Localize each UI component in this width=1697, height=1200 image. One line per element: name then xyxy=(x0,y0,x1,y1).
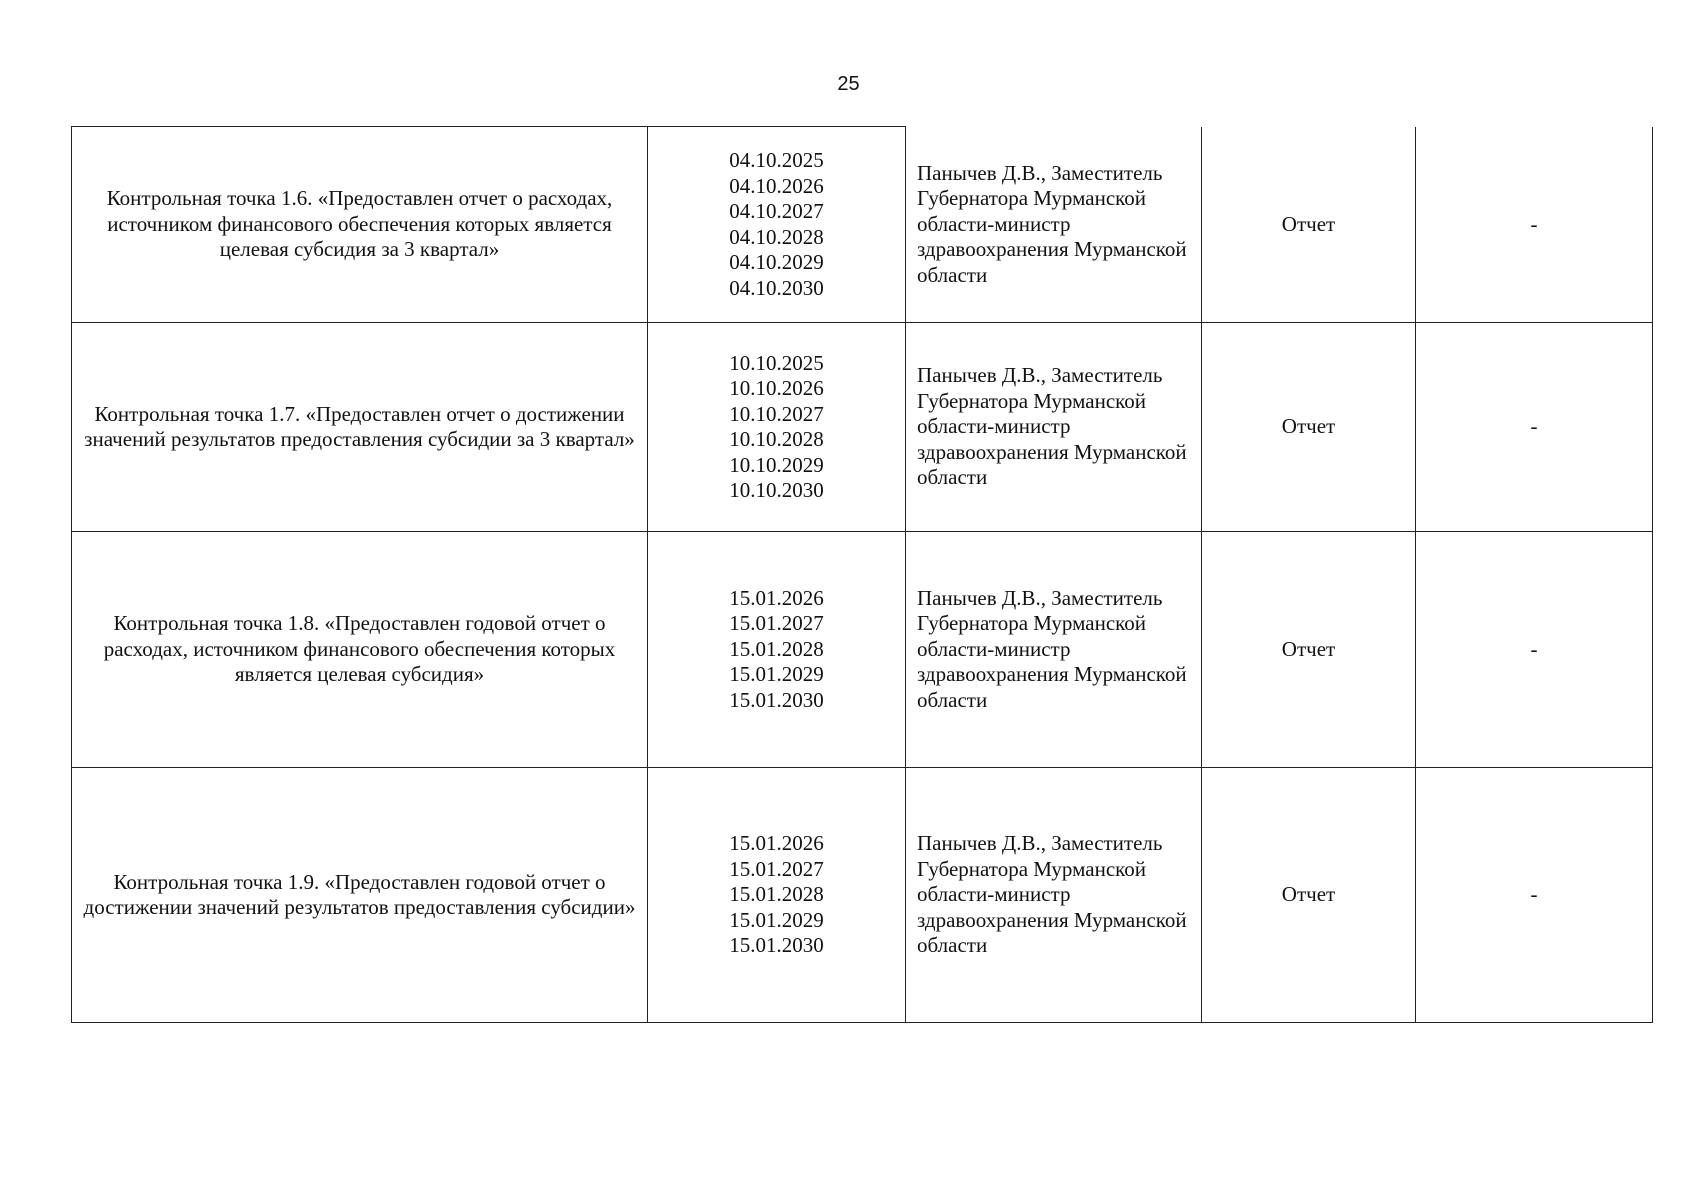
deadline-date: 10.10.2025 xyxy=(729,350,824,375)
deadline-date: 10.10.2028 xyxy=(729,427,824,451)
control-point-name: Контрольная точка 1.7. «Предоставлен отчет о достижении значений результатов предоставления субсидии за 3 квартал» xyxy=(72,323,648,532)
deadline-dates xyxy=(648,323,906,532)
deadline-date: 15.01.2028 xyxy=(729,882,824,907)
deadline-date: 04.10.2030 xyxy=(729,275,824,300)
deadline-date: 15.01.2027 xyxy=(729,856,824,881)
page-number: 25 xyxy=(837,73,860,95)
deadline-date: 04.10.2029 xyxy=(729,250,824,274)
table-row xyxy=(72,127,1653,323)
document-type: Отчет xyxy=(1202,323,1416,532)
extra-info: - xyxy=(1416,532,1653,768)
deadline-date: 04.10.2026 xyxy=(729,173,824,198)
deadline-date: 15.01.2029 xyxy=(729,907,824,932)
deadline-date: 10.10.2027 xyxy=(729,401,824,426)
deadline-date: 10.10.2030 xyxy=(729,478,824,502)
deadline-date: 15.01.2026 xyxy=(729,585,824,610)
deadline-date: 10.10.2029 xyxy=(729,452,824,477)
table-row xyxy=(72,323,1653,532)
control-point-name: Контрольная точка 1.8. «Предоставлен годовой отчет о расходах, источником финансового обеспечения которых является целевая субсидия» xyxy=(72,532,648,768)
table-row xyxy=(72,532,1653,768)
deadline-date: 15.01.2026 xyxy=(729,831,824,856)
document-type: Отчет xyxy=(1202,768,1416,1023)
deadline-date: 04.10.2028 xyxy=(729,224,824,249)
responsible-official: Панычев Д.В., Заместитель Губернатора Мурманской области-министр здравоохранения Мурманской области xyxy=(906,768,1202,1023)
responsible-official: Панычев Д.В., Заместитель Губернатора Мурманской области-министр здравоохранения Мурманской области xyxy=(906,127,1202,323)
extra-info: - xyxy=(1416,127,1653,323)
extra-info: - xyxy=(1416,768,1653,1023)
deadline-dates xyxy=(648,532,906,768)
control-point-name: Контрольная точка 1.9. «Предоставлен годовой отчет о достижении значений результатов предоставления субсидии» xyxy=(72,768,648,1023)
deadline-dates xyxy=(648,127,906,323)
responsible-official: Панычев Д.В., Заместитель Губернатора Мурманской области-министр здравоохранения Мурманской области xyxy=(906,532,1202,768)
deadline-date: 15.01.2028 xyxy=(729,636,824,661)
table-row xyxy=(72,768,1653,1023)
deadline-date: 10.10.2026 xyxy=(729,376,824,400)
responsible-official: Панычев Д.В., Заместитель Губернатора Мурманской области-министр здравоохранения Мурманской области xyxy=(906,323,1202,532)
deadline-date: 15.01.2029 xyxy=(729,662,824,687)
deadline-date: 15.01.2030 xyxy=(729,687,824,712)
document-type: Отчет xyxy=(1202,532,1416,768)
deadline-date: 04.10.2025 xyxy=(729,148,824,172)
control-point-name: Контрольная точка 1.6. «Предоставлен отчет о расходах, источником финансового обеспечения которых является целевая субсидия за 3 квартал» xyxy=(72,127,648,323)
deadline-date: 15.01.2030 xyxy=(729,933,824,958)
deadline-dates xyxy=(648,768,906,1023)
deadline-date: 15.01.2027 xyxy=(729,611,824,636)
control-points-table xyxy=(71,126,1653,1023)
document-type: Отчет xyxy=(1202,127,1416,323)
extra-info: - xyxy=(1416,323,1653,532)
deadline-date: 04.10.2027 xyxy=(729,199,824,223)
